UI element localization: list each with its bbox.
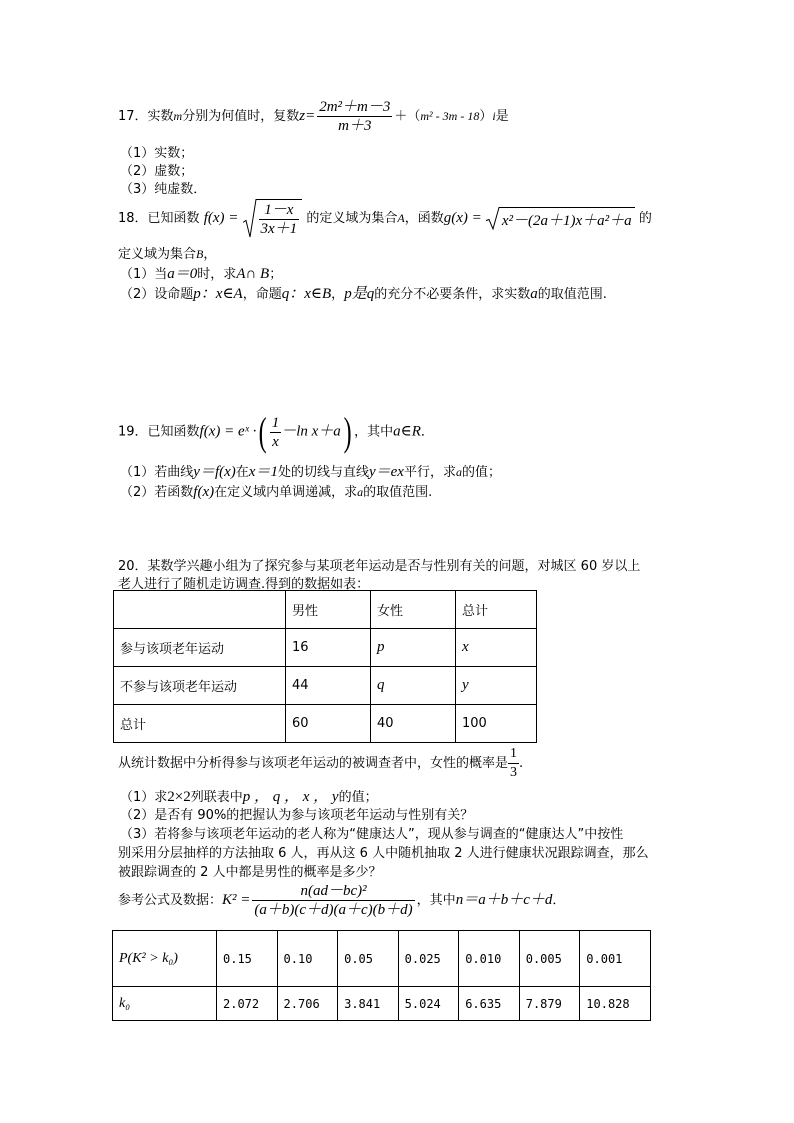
table-cell: P(K² > k₀) [113, 931, 217, 987]
table-cell: 参与该项老年运动 [114, 629, 286, 667]
q18-item-2: （2）设命题p：x∈A，命题q：x∈B，p是q的充分不必要条件，求实数a的取值范围. [120, 286, 607, 302]
q18-item-1: （1）当a＝0时，求A∩ B； [120, 266, 283, 282]
table-cell: 女性 [371, 591, 456, 629]
table-cell: 总计 [114, 705, 286, 743]
q19-stem: 19．已知函数f(x) = eˣ ·( $\frac{1}{x}$ －ln x＋a) ，其中a∈R． [118, 409, 434, 454]
table-cell: 0.05 [338, 931, 399, 987]
q20-item-2: （2）是否有 90%的把握认为参与该项老年运动与性别有关？ [120, 808, 474, 823]
table-cell: 10.828 [580, 987, 651, 1021]
table-cell: 100 [456, 705, 537, 743]
q20-probability-line: 从统计数据中分析得参与该项老年运动的被调查者中，女性的概率是 $\frac{1}{3}$ . [118, 746, 524, 780]
table-cell: y [456, 667, 537, 705]
survey-table [113, 590, 537, 743]
table-cell: 男性 [286, 591, 371, 629]
q20-line2: 老人进行了随机走访调查.得到的数据如表： [118, 577, 370, 592]
table-cell: q [371, 667, 456, 705]
table-row [113, 931, 651, 987]
q17-item-3: （3）纯虚数． [120, 182, 207, 197]
table-cell: 总计 [456, 591, 537, 629]
table-cell: 0.15 [217, 931, 278, 987]
table-cell: 0.005 [519, 931, 580, 987]
q19-item-1: （1）若曲线y＝f(x)在x＝1处的切线与直线y＝ex平行，求a的值； [120, 464, 501, 480]
table-cell: 60 [286, 705, 371, 743]
table-cell: 不参与该项老年运动 [114, 667, 286, 705]
q18-stem: 18．已知函数 f(x) = $\frac{1-x}{3x+1}$ 的定义域为集合A，函数g(x) = x²－(2a＋1)x＋a²＋a 的 [118, 199, 652, 238]
q20-item-3-l2: 别采用分层抽样的方法抽取 6 人，再从这 6 人中随机抽取 2 人进行健康状况跟踪调查，那么 [118, 846, 649, 861]
q17-item-1: （1）实数； [120, 146, 194, 161]
table-row [114, 629, 537, 667]
table-cell: 0.025 [398, 931, 459, 987]
table-cell: 6.635 [459, 987, 520, 1021]
table-cell [114, 591, 286, 629]
q18-line2: 定义域为集合B， [118, 247, 217, 262]
q20-item-3-l1: （3）若将参与该项老年运动的老人称为“健康达人”，现从参与调查的“健康达人”中按性 [120, 827, 624, 842]
table-cell: 16 [286, 629, 371, 667]
q18-sqrt-g: x²－(2a＋1)x＋a²＋a [486, 207, 635, 230]
table-cell: 2.072 [217, 987, 278, 1021]
reference-table [112, 930, 651, 1021]
table-cell: 40 [371, 705, 456, 743]
q20-formula: 参考公式及数据：K² = $\frac{\text{n(ad－bc)²}}{(a+b)(c+d)(a+c)(b+d)}$ ，其中n＝a＋b＋c＋d． [118, 883, 566, 918]
q20-line1: 20．某数学兴趣小组为了探究参与某项老年运动是否与性别有关的问题，对城区 60 岁以上 [118, 559, 641, 574]
table-cell: p [371, 629, 456, 667]
table-row [114, 667, 537, 705]
table-row [114, 591, 537, 629]
table-row [114, 705, 537, 743]
q17-fraction: $\frac{\text{2m²＋m－3}}{m+3}$ [319, 99, 391, 134]
table-cell: 2.706 [277, 987, 338, 1021]
table-cell: 3.841 [338, 987, 399, 1021]
q20-item-3-l3: 被跟踪调查的 2 人中都是男性的概率是多少？ [118, 865, 382, 880]
table-cell: x [456, 629, 537, 667]
q17-stem: 17．实数m分别为何值时，复数z= $\frac{\text{2m²＋m－3}}{m+3}$ ＋（m² - 3m - 18）i是 [118, 99, 509, 134]
table-cell: 44 [286, 667, 371, 705]
table-cell: 0.010 [459, 931, 520, 987]
q18-sqrt-f: $\frac{1-x}{3x+1}$ [243, 199, 303, 238]
table-cell: 7.879 [519, 987, 580, 1021]
q17-item-2: （2）虚数； [120, 164, 194, 179]
table-cell: 0.001 [580, 931, 651, 987]
table-row [113, 987, 651, 1021]
table-cell: k₀ [113, 987, 217, 1021]
table-cell: 5.024 [398, 987, 459, 1021]
table-cell: 0.10 [277, 931, 338, 987]
q19-item-2: （2）若函数f(x)在定义域内单调递减，求a的取值范围. [120, 484, 433, 500]
q20-item-1: （1）求2×2列联表中p ， q ， x ， y的值； [120, 789, 378, 805]
